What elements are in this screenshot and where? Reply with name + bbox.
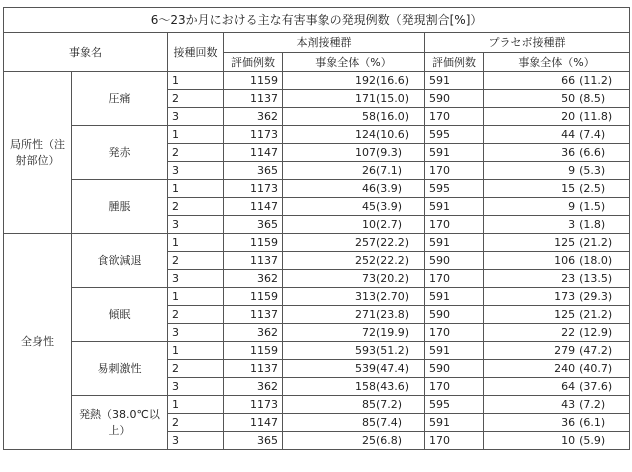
dose-cell: 3 bbox=[168, 324, 224, 342]
active-evaluated-cell: 362 bbox=[224, 378, 283, 396]
dose-cell: 1 bbox=[168, 288, 224, 306]
placebo-evaluated-cell: 591 bbox=[425, 288, 484, 306]
active-evaluated-cell: 362 bbox=[224, 270, 283, 288]
placebo-count: 240 bbox=[554, 362, 576, 375]
placebo-events-cell bbox=[484, 324, 630, 342]
placebo-evaluated-cell: 590 bbox=[425, 90, 484, 108]
placebo-count: 173 bbox=[554, 290, 576, 303]
active-percent: (22.2) bbox=[376, 254, 410, 267]
active-events-cell bbox=[283, 252, 425, 270]
placebo-events-cell bbox=[484, 144, 630, 162]
placebo-percent: (5.9) bbox=[579, 434, 606, 447]
placebo-count: 23 bbox=[561, 272, 576, 285]
placebo-evaluated-cell: 591 bbox=[425, 72, 484, 90]
placebo-percent: (29.3) bbox=[579, 290, 613, 303]
placebo-events-cell bbox=[484, 198, 630, 216]
placebo-events-cell bbox=[484, 162, 630, 180]
placebo-count: 50 bbox=[561, 92, 576, 105]
active-percent: (7.4) bbox=[376, 416, 403, 429]
active-evaluated-cell: 1173 bbox=[224, 180, 283, 198]
placebo-percent: (37.6) bbox=[579, 380, 613, 393]
dose-cell: 2 bbox=[168, 252, 224, 270]
placebo-evaluated-cell: 590 bbox=[425, 306, 484, 324]
active-evaluated-cell: 1173 bbox=[224, 396, 283, 414]
header-placebo-group: プラセボ接種群 bbox=[425, 33, 630, 53]
active-percent: (22.2) bbox=[376, 236, 410, 249]
active-events-cell bbox=[283, 90, 425, 108]
active-percent: (51.2) bbox=[376, 344, 410, 357]
placebo-events-cell bbox=[484, 234, 630, 252]
placebo-count: 9 bbox=[568, 164, 576, 177]
placebo-count: 15 bbox=[561, 182, 576, 195]
active-count: 85 bbox=[362, 398, 376, 411]
active-events-cell bbox=[283, 144, 425, 162]
dose-cell: 2 bbox=[168, 90, 224, 108]
active-events-cell bbox=[283, 180, 425, 198]
category-cell: 全身性 bbox=[4, 234, 72, 450]
placebo-evaluated-cell: 170 bbox=[425, 216, 484, 234]
active-events-cell bbox=[283, 216, 425, 234]
placebo-percent: (11.2) bbox=[579, 74, 613, 87]
active-count: 45 bbox=[362, 200, 376, 213]
placebo-events-cell bbox=[484, 252, 630, 270]
active-events-cell bbox=[283, 126, 425, 144]
placebo-events-cell bbox=[484, 72, 630, 90]
active-count: 46 bbox=[362, 182, 376, 195]
placebo-events-cell bbox=[484, 270, 630, 288]
active-events-cell bbox=[283, 234, 425, 252]
placebo-evaluated-cell: 595 bbox=[425, 180, 484, 198]
placebo-percent: (47.2) bbox=[579, 344, 613, 357]
active-events-cell bbox=[283, 108, 425, 126]
active-events-cell bbox=[283, 396, 425, 414]
active-evaluated-cell: 1137 bbox=[224, 252, 283, 270]
active-percent: (20.2) bbox=[376, 272, 410, 285]
dose-cell: 3 bbox=[168, 270, 224, 288]
active-evaluated-cell: 1147 bbox=[224, 144, 283, 162]
placebo-evaluated-cell: 591 bbox=[425, 198, 484, 216]
active-evaluated-cell: 1173 bbox=[224, 126, 283, 144]
active-evaluated-cell: 365 bbox=[224, 162, 283, 180]
table-row bbox=[4, 396, 630, 414]
placebo-count: 43 bbox=[561, 398, 576, 411]
active-percent: (23.8) bbox=[376, 308, 410, 321]
dose-cell: 3 bbox=[168, 378, 224, 396]
table-row bbox=[4, 126, 630, 144]
placebo-events-cell bbox=[484, 432, 630, 450]
active-evaluated-cell: 1147 bbox=[224, 198, 283, 216]
placebo-percent: (21.2) bbox=[579, 236, 613, 249]
active-percent: (6.8) bbox=[376, 434, 403, 447]
table-row bbox=[4, 342, 630, 360]
dose-cell: 3 bbox=[168, 432, 224, 450]
placebo-events-cell bbox=[484, 396, 630, 414]
active-count: 26 bbox=[362, 164, 376, 177]
placebo-count: 125 bbox=[554, 236, 576, 249]
active-percent: (2.7) bbox=[376, 218, 403, 231]
event-name-cell: 易刺激性 bbox=[72, 342, 168, 396]
active-events-cell bbox=[283, 378, 425, 396]
active-percent: (43.6) bbox=[376, 380, 410, 393]
placebo-percent: (13.5) bbox=[579, 272, 613, 285]
active-events-cell bbox=[283, 342, 425, 360]
placebo-percent: (7.4) bbox=[579, 128, 606, 141]
active-count: 107 bbox=[355, 146, 376, 159]
active-evaluated-cell: 1159 bbox=[224, 234, 283, 252]
header-event-name: 事象名 bbox=[4, 33, 168, 72]
placebo-events-cell bbox=[484, 90, 630, 108]
placebo-events-cell bbox=[484, 378, 630, 396]
placebo-evaluated-cell: 170 bbox=[425, 378, 484, 396]
category-cell: 局所性（注射部位） bbox=[4, 72, 72, 234]
placebo-events-cell bbox=[484, 126, 630, 144]
placebo-percent: (40.7) bbox=[579, 362, 613, 375]
dose-cell: 1 bbox=[168, 234, 224, 252]
active-percent: (2.70) bbox=[376, 290, 410, 303]
placebo-percent: (18.0) bbox=[579, 254, 613, 267]
adverse-events-table bbox=[3, 7, 630, 450]
placebo-count: 3 bbox=[568, 218, 576, 231]
placebo-percent: (7.2) bbox=[579, 398, 606, 411]
dose-cell: 2 bbox=[168, 198, 224, 216]
active-events-cell bbox=[283, 270, 425, 288]
placebo-evaluated-cell: 595 bbox=[425, 126, 484, 144]
placebo-percent: (2.5) bbox=[579, 182, 606, 195]
dose-cell: 3 bbox=[168, 108, 224, 126]
active-events-cell bbox=[283, 414, 425, 432]
placebo-events-cell bbox=[484, 360, 630, 378]
event-name-cell: 発赤 bbox=[72, 126, 168, 180]
placebo-evaluated-cell: 170 bbox=[425, 108, 484, 126]
header-active-all-events: 事象全体（%） bbox=[283, 53, 425, 72]
active-evaluated-cell: 365 bbox=[224, 216, 283, 234]
dose-cell: 3 bbox=[168, 216, 224, 234]
active-evaluated-cell: 1137 bbox=[224, 360, 283, 378]
table-title: 6～23か月における主な有害事象の発現例数（発現割合[%]） bbox=[4, 8, 630, 33]
active-count: 72 bbox=[362, 326, 376, 339]
dose-cell: 2 bbox=[168, 414, 224, 432]
header-active-evaluated: 評価例数 bbox=[224, 53, 283, 72]
active-percent: (47.4) bbox=[376, 362, 410, 375]
placebo-evaluated-cell: 590 bbox=[425, 252, 484, 270]
active-percent: (3.9) bbox=[376, 182, 403, 195]
active-count: 10 bbox=[362, 218, 376, 231]
active-count: 171 bbox=[355, 92, 376, 105]
active-percent: (3.9) bbox=[376, 200, 403, 213]
table-row bbox=[4, 180, 630, 198]
placebo-evaluated-cell: 590 bbox=[425, 360, 484, 378]
placebo-events-cell bbox=[484, 288, 630, 306]
placebo-evaluated-cell: 595 bbox=[425, 396, 484, 414]
placebo-percent: (5.3) bbox=[579, 164, 606, 177]
active-count: 85 bbox=[362, 416, 376, 429]
active-count: 313 bbox=[355, 290, 376, 303]
active-events-cell bbox=[283, 306, 425, 324]
placebo-percent: (21.2) bbox=[579, 308, 613, 321]
placebo-evaluated-cell: 591 bbox=[425, 414, 484, 432]
active-evaluated-cell: 1137 bbox=[224, 306, 283, 324]
active-events-cell bbox=[283, 198, 425, 216]
table-row bbox=[4, 234, 630, 252]
table-row bbox=[4, 72, 630, 90]
active-evaluated-cell: 1137 bbox=[224, 90, 283, 108]
active-percent: (7.1) bbox=[376, 164, 403, 177]
active-count: 25 bbox=[362, 434, 376, 447]
dose-cell: 1 bbox=[168, 342, 224, 360]
placebo-evaluated-cell: 170 bbox=[425, 162, 484, 180]
placebo-count: 10 bbox=[561, 434, 576, 447]
active-events-cell bbox=[283, 288, 425, 306]
placebo-percent: (8.5) bbox=[579, 92, 606, 105]
active-count: 257 bbox=[355, 236, 376, 249]
active-events-cell bbox=[283, 360, 425, 378]
active-count: 73 bbox=[362, 272, 376, 285]
active-percent: (7.2) bbox=[376, 398, 403, 411]
placebo-evaluated-cell: 591 bbox=[425, 144, 484, 162]
active-evaluated-cell: 362 bbox=[224, 108, 283, 126]
placebo-events-cell bbox=[484, 342, 630, 360]
placebo-events-cell bbox=[484, 414, 630, 432]
placebo-evaluated-cell: 591 bbox=[425, 234, 484, 252]
active-evaluated-cell: 1159 bbox=[224, 72, 283, 90]
active-evaluated-cell: 1159 bbox=[224, 342, 283, 360]
placebo-events-cell bbox=[484, 108, 630, 126]
active-percent: (10.6) bbox=[376, 128, 410, 141]
active-count: 58 bbox=[362, 110, 376, 123]
placebo-count: 22 bbox=[561, 326, 576, 339]
active-evaluated-cell: 362 bbox=[224, 324, 283, 342]
header-placebo-evaluated: 評価例数 bbox=[425, 53, 484, 72]
placebo-percent: (6.1) bbox=[579, 416, 606, 429]
placebo-percent: (1.8) bbox=[579, 218, 606, 231]
active-count: 593 bbox=[355, 344, 376, 357]
event-name-cell: 傾眠 bbox=[72, 288, 168, 342]
active-evaluated-cell: 1147 bbox=[224, 414, 283, 432]
active-percent: (16.6) bbox=[376, 74, 410, 87]
event-name-cell: 発熱（38.0℃以上） bbox=[72, 396, 168, 450]
active-percent: (16.0) bbox=[376, 110, 410, 123]
placebo-count: 125 bbox=[554, 308, 576, 321]
event-name-cell: 食欲減退 bbox=[72, 234, 168, 288]
placebo-count: 66 bbox=[561, 74, 576, 87]
placebo-count: 20 bbox=[561, 110, 576, 123]
placebo-evaluated-cell: 591 bbox=[425, 342, 484, 360]
dose-cell: 2 bbox=[168, 306, 224, 324]
placebo-events-cell bbox=[484, 306, 630, 324]
placebo-count: 279 bbox=[554, 344, 576, 357]
header-placebo-all-events: 事象全体（%） bbox=[484, 53, 630, 72]
active-count: 539 bbox=[355, 362, 376, 375]
active-percent: (15.0) bbox=[376, 92, 410, 105]
placebo-percent: (1.5) bbox=[579, 200, 606, 213]
placebo-events-cell bbox=[484, 180, 630, 198]
dose-cell: 1 bbox=[168, 126, 224, 144]
active-count: 124 bbox=[355, 128, 376, 141]
active-count: 158 bbox=[355, 380, 376, 393]
dose-cell: 2 bbox=[168, 144, 224, 162]
placebo-percent: (6.6) bbox=[579, 146, 606, 159]
active-events-cell bbox=[283, 324, 425, 342]
active-count: 271 bbox=[355, 308, 376, 321]
dose-cell: 2 bbox=[168, 360, 224, 378]
active-percent: (9.3) bbox=[376, 146, 403, 159]
placebo-count: 64 bbox=[561, 380, 576, 393]
placebo-percent: (11.8) bbox=[579, 110, 613, 123]
event-name-cell: 圧痛 bbox=[72, 72, 168, 126]
dose-cell: 1 bbox=[168, 180, 224, 198]
active-evaluated-cell: 365 bbox=[224, 432, 283, 450]
placebo-count: 36 bbox=[561, 146, 576, 159]
active-count: 252 bbox=[355, 254, 376, 267]
active-events-cell bbox=[283, 162, 425, 180]
active-events-cell bbox=[283, 72, 425, 90]
active-percent: (19.9) bbox=[376, 326, 410, 339]
dose-cell: 1 bbox=[168, 396, 224, 414]
event-name-cell: 腫脹 bbox=[72, 180, 168, 234]
placebo-events-cell bbox=[484, 216, 630, 234]
active-count: 192 bbox=[355, 74, 376, 87]
active-evaluated-cell: 1159 bbox=[224, 288, 283, 306]
header-dose-number: 接種回数 bbox=[168, 33, 224, 72]
placebo-evaluated-cell: 170 bbox=[425, 324, 484, 342]
active-events-cell bbox=[283, 432, 425, 450]
dose-cell: 1 bbox=[168, 72, 224, 90]
placebo-count: 9 bbox=[568, 200, 576, 213]
dose-cell: 3 bbox=[168, 162, 224, 180]
placebo-count: 106 bbox=[554, 254, 576, 267]
header-active-group: 本剤接種群 bbox=[224, 33, 425, 53]
placebo-count: 36 bbox=[561, 416, 576, 429]
placebo-percent: (12.9) bbox=[579, 326, 613, 339]
placebo-evaluated-cell: 170 bbox=[425, 432, 484, 450]
placebo-evaluated-cell: 170 bbox=[425, 270, 484, 288]
placebo-count: 44 bbox=[561, 128, 576, 141]
table-row bbox=[4, 288, 630, 306]
